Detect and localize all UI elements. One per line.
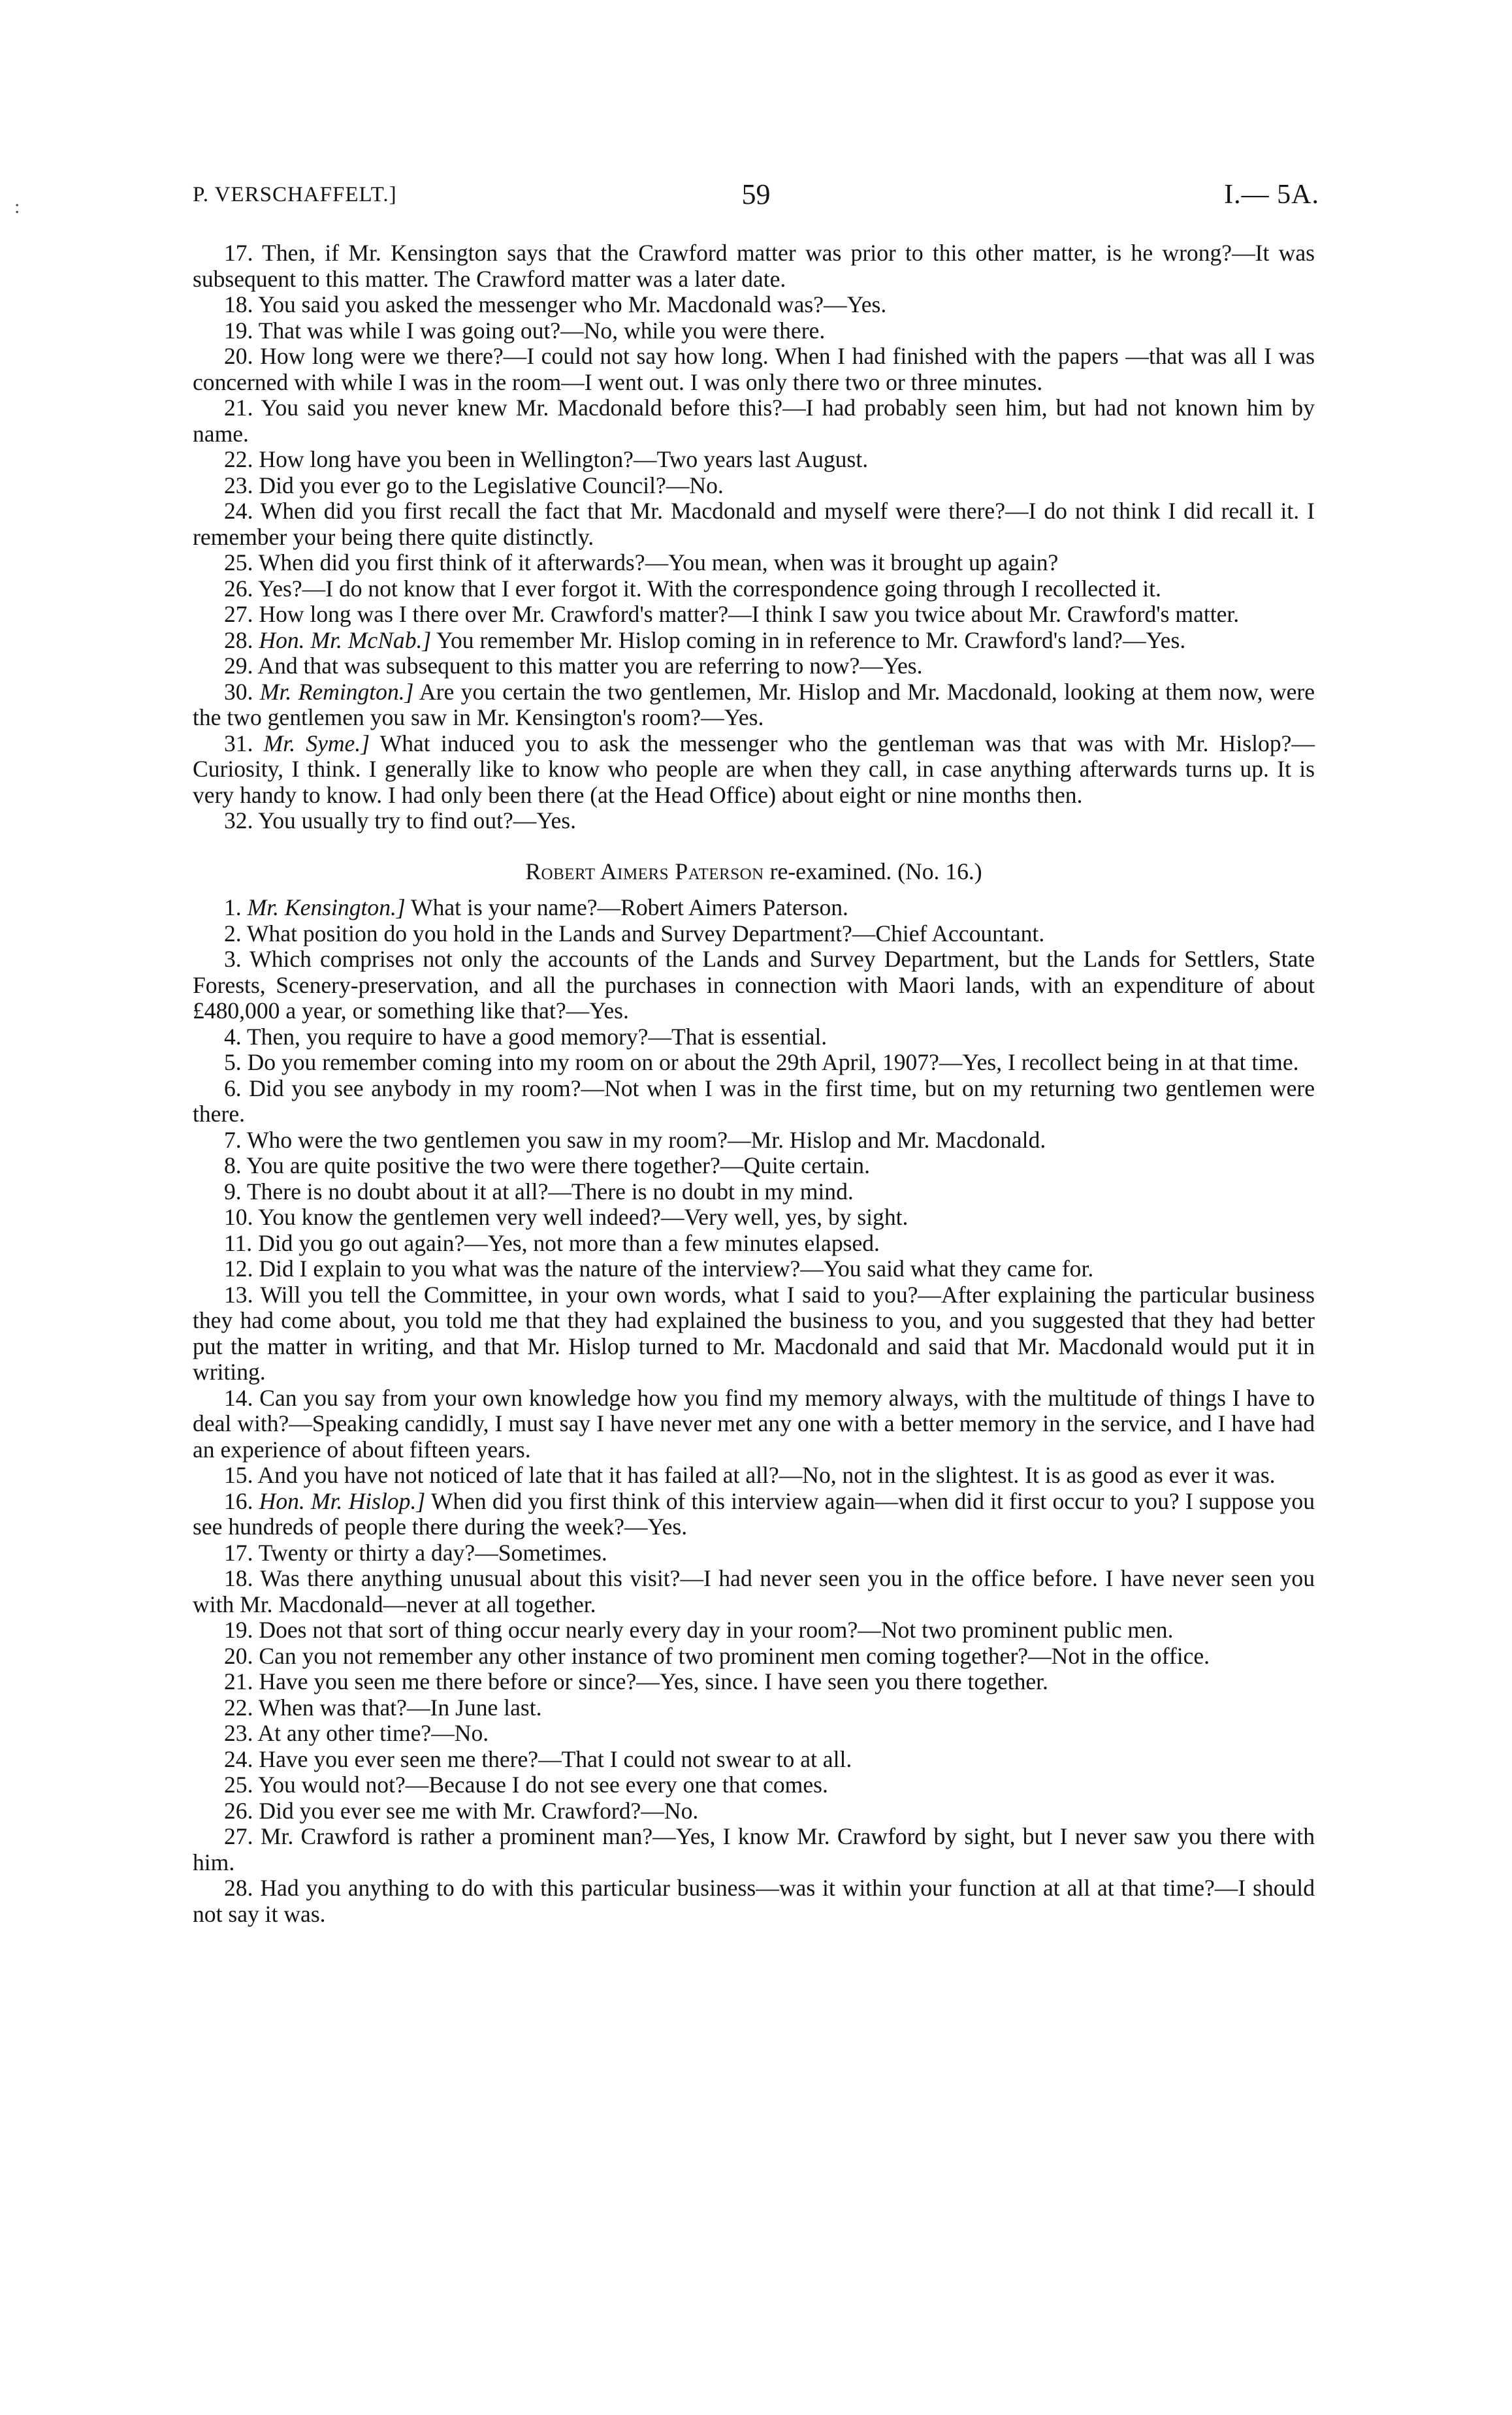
question-entry [193,292,1315,318]
question-entry [193,1282,1315,1386]
question-text: How long were we there?—I could not say how long. When I had finished with the papers —that was all I was concerned with while I was in the room—I went out. I was only there two or three minutes. [193,343,1315,395]
question-number: 1. [224,894,242,920]
page-header [193,178,1319,217]
question-entry [193,895,1315,921]
speaker-name: Mr. Syme.] [263,730,370,756]
question-text: Did you see anybody in my room?—Not when I was in the first time, but on my returning two gentlemen were there. [193,1075,1315,1127]
question-number: 25. [224,1772,253,1798]
question-text: Then, you require to have a good memory?—That is essential. [246,1023,828,1050]
question-number: 4. [224,1023,242,1050]
question-entry [193,498,1315,550]
question-text: Does not that sort of thing occur nearly every day in your room?—Not two prominent public men. [259,1617,1174,1643]
document-reference: I.— 5A. [1224,180,1319,210]
question-entry [193,447,1315,473]
question-number: 16. [224,1487,253,1514]
question-entry [193,808,1315,834]
question-text: What position do you hold in the Lands and Survey Department?—Chief Accountant. [246,920,1045,947]
question-text: You remember Mr. Hislop coming in in reference to Mr. Crawford's land?—Yes. [436,626,1186,653]
question-entry [193,1024,1315,1050]
testimony-block-paterson [193,895,1315,1927]
question-number: 31. [224,730,253,756]
question-entry [193,1489,1315,1540]
page-number: 59 [741,178,771,210]
question-text: How long was I there over Mr. Crawford's matter?—I think I saw you twice about Mr. Crawford's matter. [259,601,1240,627]
question-entry [193,1127,1315,1154]
question-number: 30. [224,678,253,705]
question-entry [193,1386,1315,1463]
question-number: 17. [224,240,253,266]
question-text: What is your name?—Robert Aimers Paterson. [411,894,848,920]
question-entry [193,1644,1315,1670]
question-text: You are quite positive the two were there together?—Quite certain. [246,1152,870,1178]
question-entry [193,1256,1315,1282]
margin-mark: : [14,196,20,218]
question-entry [193,1617,1315,1644]
question-number: 21. [224,395,253,421]
question-number: 17. [224,1539,253,1566]
witness-heading-suffix: re-examined. (No. 16.) [769,858,982,884]
question-entry [193,1669,1315,1695]
question-text: Was there anything unusual about this visit?—I had never seen you in the office before. I have never seen you with Mr. Macdonald—never at all together. [193,1565,1315,1617]
question-entry [193,1875,1315,1927]
question-text: How long have you been in Wellington?—Two years last August. [259,446,869,472]
question-number: 5. [224,1049,242,1075]
question-entry [193,1695,1315,1721]
question-entry [193,653,1315,679]
question-entry [193,550,1315,576]
question-text: Did you go out again?—Yes, not more than a few minutes elapsed. [258,1229,880,1256]
question-number: 28. [224,626,253,653]
question-text: Have you ever seen me there?—That I could not swear to at all. [259,1745,852,1772]
question-entry [193,395,1315,447]
question-number: 20. [224,343,253,369]
question-text: Have you seen me there before or since?—Yes, since. I have seen you there together. [259,1668,1048,1694]
question-number: 19. [224,1617,253,1643]
question-number: 23. [224,1720,253,1746]
question-text: You know the gentlemen very well indeed?—Very well, yes, by sight. [258,1204,909,1230]
question-number: 13. [224,1281,253,1308]
question-text: That was while I was going out?—No, while you were there. [258,317,826,344]
speaker-name: Hon. Mr. Hislop.] [259,1487,426,1514]
question-entry [193,1076,1315,1127]
question-number: 18. [224,1565,253,1591]
question-entry [193,1721,1315,1747]
question-text: Can you say from your own knowledge how you find my memory always, with the multitude of things I have to deal with?—Speaking candidly, I must say I have never met any one with a better memory in the service, and I have had an experience of about fifteen years. [193,1384,1315,1463]
question-number: 29. [224,653,253,679]
question-entry [193,576,1315,602]
question-number: 9. [224,1178,242,1205]
question-text: Who were the two gentlemen you saw in my room?—Mr. Hislop and Mr. Macdonald. [246,1126,1046,1153]
question-number: 7. [224,1126,242,1153]
transcript-body [193,240,1315,1927]
question-number: 6. [224,1075,242,1101]
question-entry [193,1566,1315,1617]
question-text: Twenty or thirty a day?—Sometimes. [258,1539,607,1566]
question-entry [193,1179,1315,1205]
question-text: Will you tell the Committee, in your own words, what I said to you?—After explaining the particular business they had come about, you told me that they had explained the business to you, and you suggested that they had better put the matter in writing, and that Mr. Hislop turned to Mr. Macdonald and said that Mr. Macdonald would put it in writing. [193,1281,1315,1385]
question-text: Then, if Mr. Kensington says that the Crawford matter was prior to this other matter, is he wrong?—It was subsequent to this matter. The Crawford matter was a later date. [193,240,1315,292]
question-number: 15. [224,1462,253,1488]
question-number: 24. [224,1745,253,1772]
question-text: And that was subsequent to this matter you are referring to now?—Yes. [257,653,923,679]
question-number: 32. [224,807,253,834]
speaker-name: Mr. Kensington.] [247,894,406,920]
question-number: 8. [224,1152,242,1178]
question-entry [193,1798,1315,1824]
question-entry [193,1205,1315,1231]
question-text: Did you ever go to the Legislative Council?—No. [259,472,724,498]
testimony-block-verschaffelt [193,240,1315,834]
witness-section-heading [193,859,1315,885]
question-text: And you have not noticed of late that it has failed at all?—No, not in the slightest. It is as good as ever it was. [257,1462,1276,1488]
question-text: You would not?—Because I do not see every one that comes. [258,1772,828,1798]
question-text: When did you first think of this interview again—when did it first occur to you? I suppose you see hundreds of people there during the week?—Yes. [193,1487,1315,1540]
question-text: Mr. Crawford is rather a prominent man?—Yes, I know Mr. Crawford by sight, but I never saw you there with him. [193,1823,1315,1875]
question-entry [193,344,1315,395]
question-entry [193,921,1315,947]
question-entry [193,240,1315,292]
question-number: 14. [224,1384,253,1411]
question-text: Do you remember coming into my room on or about the 29th April, 1907?—Yes, I recollect being in at that time. [247,1049,1299,1075]
question-entry [193,1153,1315,1179]
question-text: What induced you to ask the messenger who the gentleman was that was with Mr. Hislop?—Curiosity, I think. I generally like to know who people are when they call, in case anything afterwards turns up. It is very handy to know. I had only been there (at the Head Office) about eight or nine months then. [193,730,1315,808]
question-entry [193,679,1315,731]
question-entry [193,1824,1315,1875]
question-number: 23. [224,472,253,498]
question-text: Yes?—I do not know that I ever forgot it. With the correspondence going through I recollected it. [258,575,1161,602]
question-entry [193,1050,1315,1076]
question-number: 12. [224,1256,253,1282]
question-text: Had you anything to do with this particular business—was it within your function at all at that time?—I should not say it was. [193,1875,1315,1927]
question-number: 19. [224,317,253,344]
question-text: When did you first think of it afterwards?—You mean, when was it brought up again? [258,549,1059,575]
question-entry [193,628,1315,654]
question-entry [193,602,1315,628]
question-entry [193,1772,1315,1798]
question-number: 18. [224,291,253,317]
question-number: 3. [224,946,242,972]
question-text: You usually try to find out?—Yes. [258,807,577,834]
question-number: 25. [224,549,253,575]
question-number: 22. [224,1694,253,1721]
question-entry [193,1747,1315,1773]
witness-name: Robert Aimers Paterson [525,858,764,884]
question-text: There is no doubt about it at all?—There is no doubt in my mind. [246,1178,854,1205]
question-number: 2. [224,920,242,947]
question-text: At any other time?—No. [257,1720,489,1746]
question-text: Did I explain to you what was the nature of the interview?—You said what they came for. [259,1256,1094,1282]
speaker-name: Mr. Remington.] [259,678,414,705]
question-number: 10. [224,1204,253,1230]
question-text: You said you asked the messenger who Mr. Macdonald was?—Yes. [258,291,887,317]
question-number: 21. [224,1668,253,1694]
question-number: 26. [224,575,253,602]
question-number: 22. [224,446,253,472]
question-number: 26. [224,1797,253,1824]
question-text: When was that?—In June last. [258,1694,542,1721]
question-number: 27. [224,1823,253,1849]
question-entry [193,1540,1315,1566]
question-entry [193,1463,1315,1489]
question-number: 11. [224,1229,253,1256]
question-text: Can you not remember any other instance of two prominent men coming together?—Not in the office. [259,1642,1210,1669]
question-entry [193,318,1315,344]
question-entry [193,947,1315,1024]
speaker-name: Hon. Mr. McNab.] [259,626,432,653]
question-text: Are you certain the two gentlemen, Mr. Hislop and Mr. Macdonald, looking at them now, were the two gentlemen you saw in Mr. Kensington's room?—Yes. [193,678,1315,730]
question-entry [193,731,1315,809]
question-text: When did you first recall the fact that Mr. Macdonald and myself were there?—I do not think I did recall it. I remember your being there quite distinctly. [193,498,1315,550]
question-text: You said you never knew Mr. Macdonald before this?—I had probably seen him, but had not known him by name. [193,395,1315,447]
question-number: 28. [224,1875,253,1901]
witness-name-header: P. VERSCHAFFELT.] [193,183,397,206]
question-text: Did you ever see me with Mr. Crawford?—No. [259,1797,699,1824]
question-number: 27. [224,601,253,627]
question-entry [193,1231,1315,1257]
question-text: Which comprises not only the accounts of the Lands and Survey Department, but the Lands for Settlers, State Forests, Scenery-preservation, and all the purchases in connection with Maori lands, with an expenditure of about £480,000 a year, or something like that?—Yes. [193,946,1315,1024]
question-number: 20. [224,1642,253,1669]
question-number: 24. [224,498,253,524]
question-entry [193,473,1315,499]
